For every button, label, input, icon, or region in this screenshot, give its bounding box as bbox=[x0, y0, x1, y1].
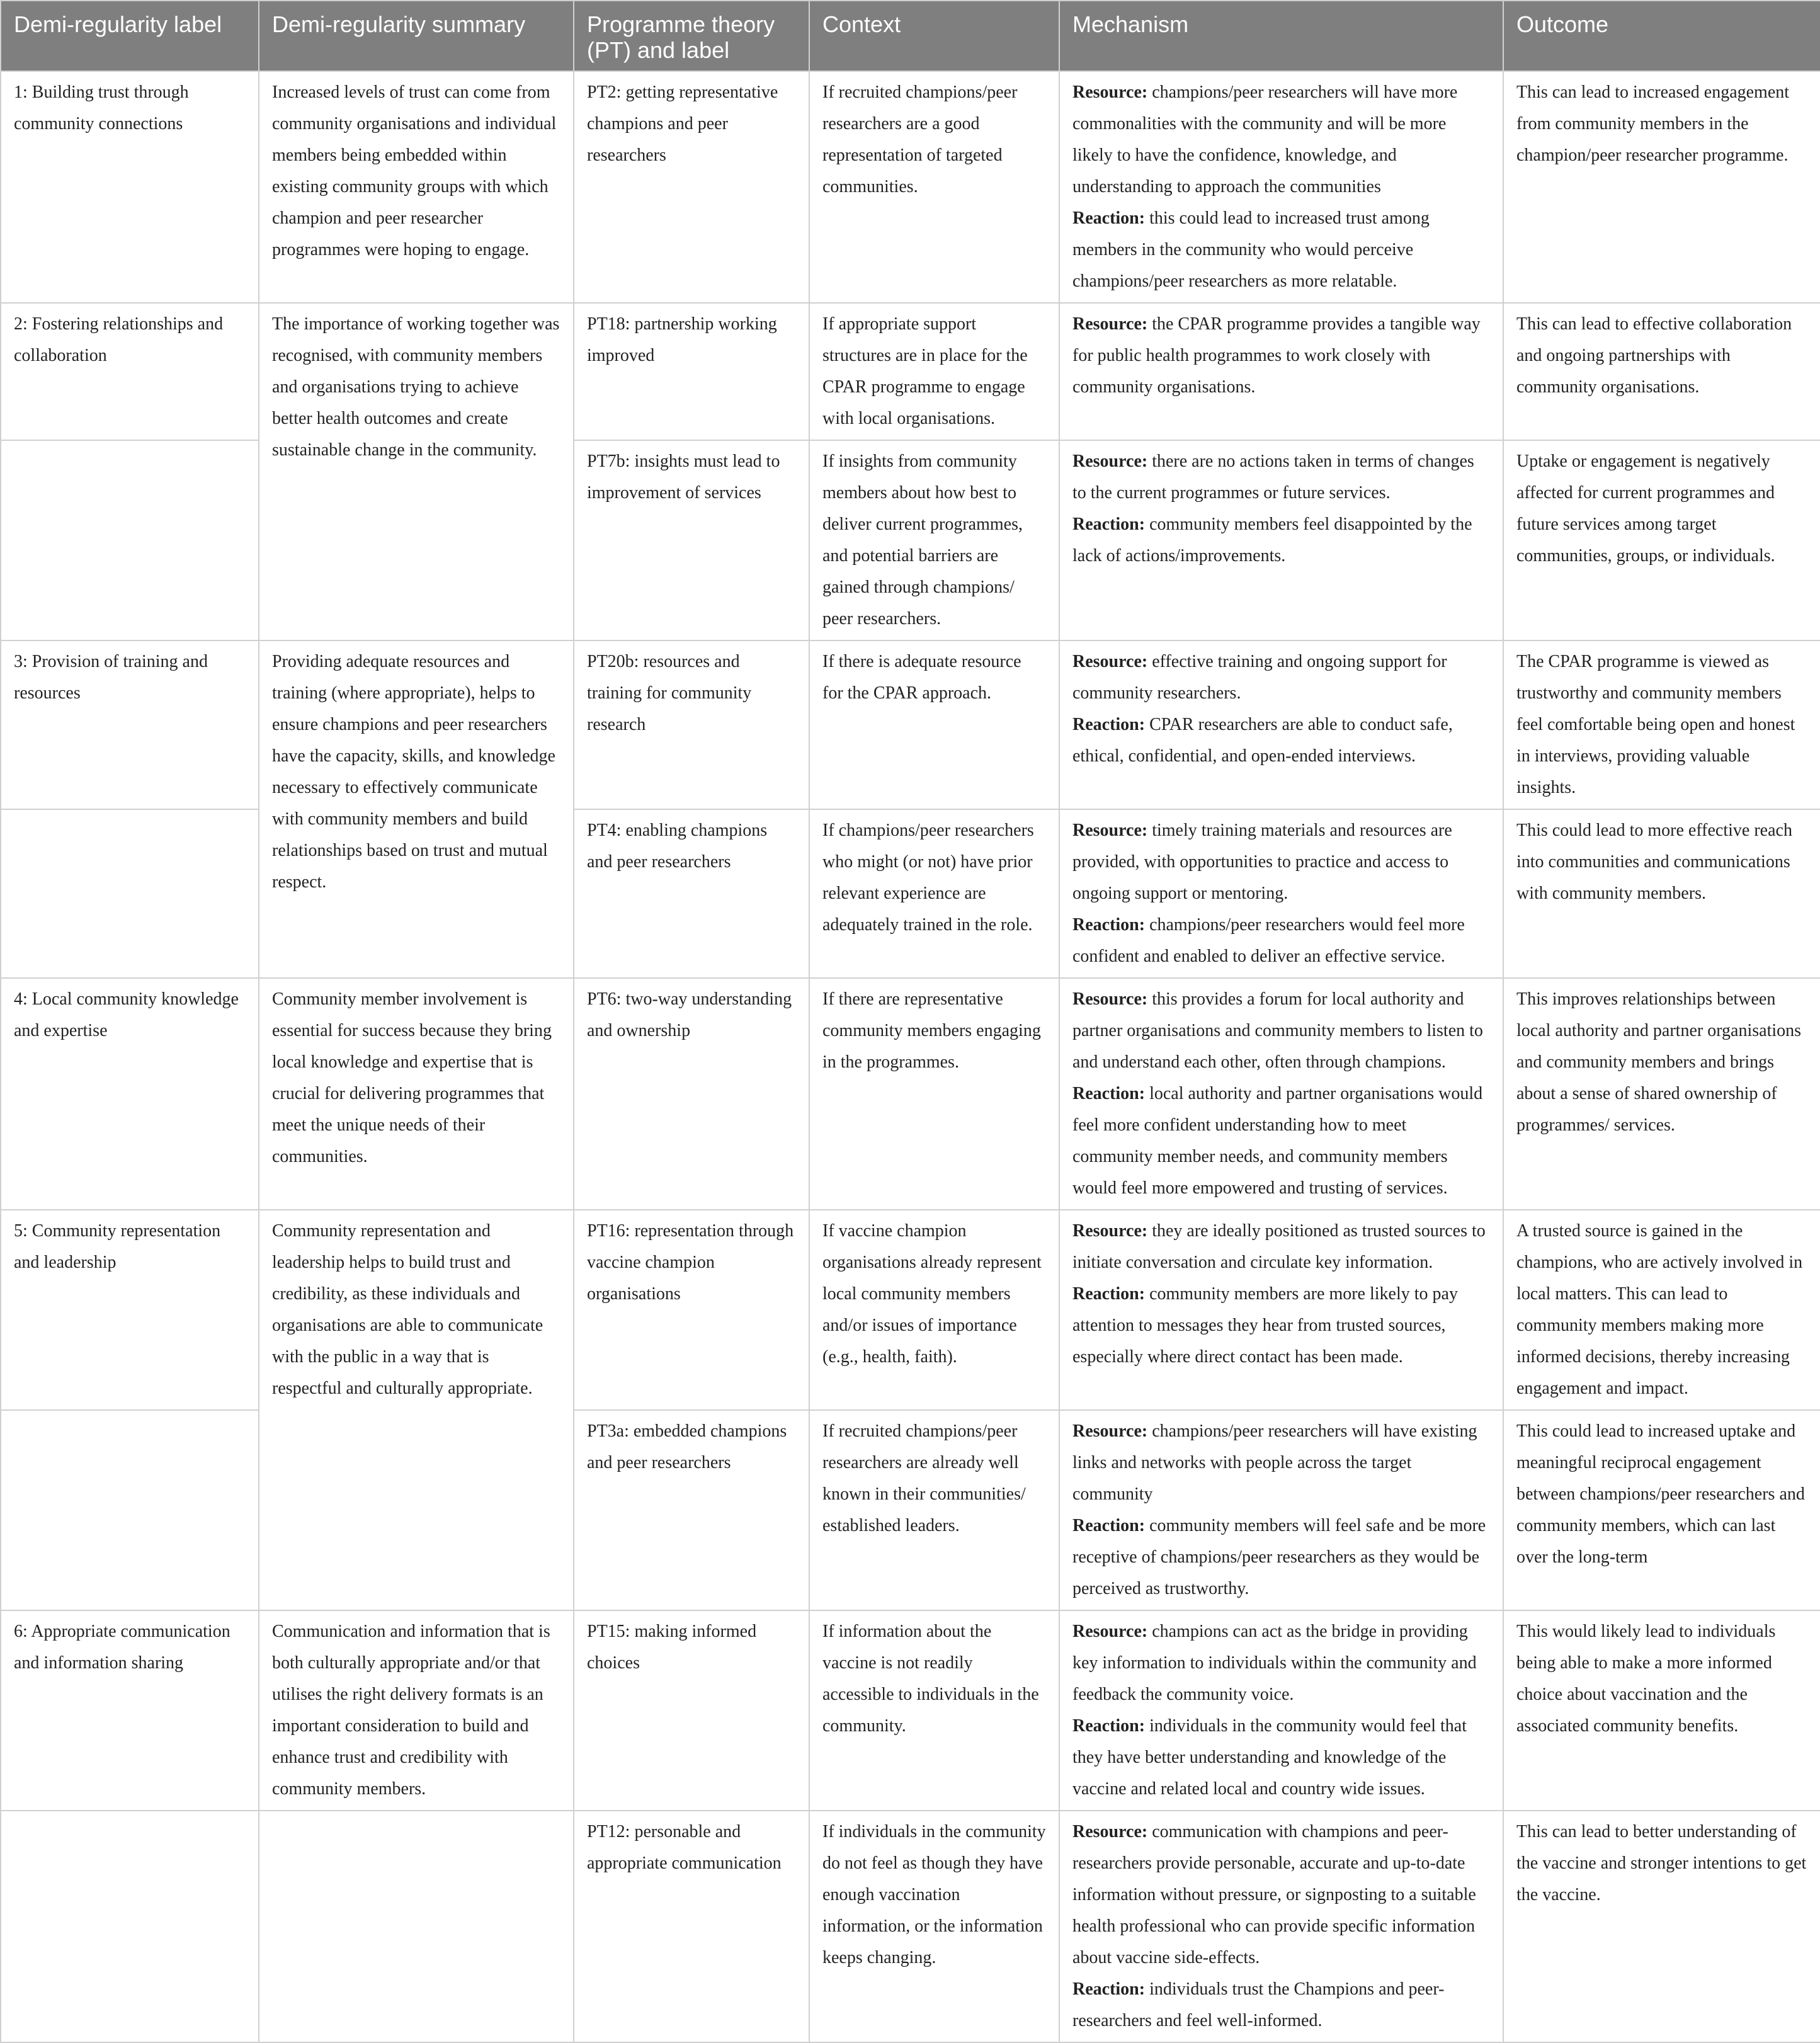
resource-text: there are no actions taken in terms of changes to the current programmes or future services. bbox=[1072, 452, 1474, 503]
demi-regularity-summary-cell: Increased levels of trust can come from community organisations and individual members being embedded within existing community groups with which champion and peer researcher programmes were hoping to engage. bbox=[259, 71, 574, 303]
programme-theory-cell: PT2: getting representative champions and peer researchers bbox=[574, 71, 809, 303]
outcome-cell: This could lead to increased uptake and meaningful reciprocal engagement between champions/peer researchers and community members, which can last over the long-term bbox=[1503, 1410, 1820, 1610]
resource-text: communication with champions and peer-researchers provide personable, accurate and up-to-date information without pressure, or signposting to a suitable health professional who can provide specific information about vaccine side-effects. bbox=[1072, 1822, 1476, 1967]
programme-theory-cell: PT6: two-way understanding and ownership bbox=[574, 978, 809, 1210]
reaction-text: local authority and partner organisations would feel more confident understanding how to meet community member needs, and community members would feel more empowered and trusting of services. bbox=[1072, 1084, 1483, 1198]
mechanism-cell bbox=[1059, 978, 1503, 1210]
table-row bbox=[1, 71, 1820, 303]
reaction-text: community members will feel safe and be more receptive of champions/peer researchers as they would be perceived as trustworthy. bbox=[1072, 1516, 1486, 1598]
table-row bbox=[1, 303, 1820, 440]
programme-theory-cell: PT15: making informed choices bbox=[574, 1610, 809, 1811]
resource-text: champions can act as the bridge in providing key information to individuals within the community and feedback the community voice. bbox=[1072, 1622, 1477, 1704]
reaction-label: Reaction: bbox=[1072, 1284, 1146, 1304]
outcome-cell: This can lead to increased engagement from community members in the champion/peer researcher programme. bbox=[1503, 71, 1820, 303]
resource-label: Resource: bbox=[1072, 452, 1148, 471]
context-cell: If vaccine champion organisations already represent local community members and/or issues of importance (e.g., health, faith). bbox=[809, 1210, 1059, 1410]
demi-regularity-label-cell: 5: Community representation and leadership bbox=[1, 1210, 259, 1410]
table-row bbox=[1, 1811, 1820, 2042]
table-row bbox=[1, 640, 1820, 809]
mechanism-cell bbox=[1059, 1410, 1503, 1610]
outcome-cell: Uptake or engagement is negatively affected for current programmes and future services among target communities, groups, or individuals. bbox=[1503, 440, 1820, 640]
header-demi-regularity-summary: Demi-regularity summary bbox=[259, 1, 574, 71]
context-cell: If recruited champions/peer researchers are a good representation of targeted communities. bbox=[809, 71, 1059, 303]
resource-label: Resource: bbox=[1072, 1822, 1148, 1841]
header-row bbox=[1, 1, 1820, 71]
outcome-cell: This would likely lead to individuals being able to make a more informed choice about vaccination and the associated community benefits. bbox=[1503, 1610, 1820, 1811]
resource-label: Resource: bbox=[1072, 989, 1148, 1009]
demi-regularity-label-cell: 2: Fostering relationships and collaboration bbox=[1, 303, 259, 440]
demi-regularity-label-cell bbox=[1, 809, 259, 978]
table-row bbox=[1, 978, 1820, 1210]
demi-regularity-summary-cell: Providing adequate resources and training (where appropriate), helps to ensure champions and peer researchers have the capacity, skills, and knowledge necessary to effectively communicate with community members and build relationships based on trust and mutual respect. bbox=[259, 640, 574, 978]
context-cell: If recruited champions/peer researchers are already well known in their communities/ established leaders. bbox=[809, 1410, 1059, 1610]
resource-text: champions/peer researchers will have more commonalities with the community and will be more likely to have the confidence, knowledge, and understanding to approach the communities bbox=[1072, 83, 1458, 196]
resource-text: effective training and ongoing support for community researchers. bbox=[1072, 652, 1447, 703]
programme-theory-cell: PT7b: insights must lead to improvement of services bbox=[574, 440, 809, 640]
reaction-text: community members feel disappointed by the lack of actions/improvements. bbox=[1072, 515, 1472, 566]
reaction-text: champions/peer researchers would feel more confident and enabled to deliver an effective service. bbox=[1072, 915, 1465, 966]
demi-regularity-label-cell: 1: Building trust through community connections bbox=[1, 71, 259, 303]
mechanism-cell bbox=[1059, 303, 1503, 440]
reaction-label: Reaction: bbox=[1072, 208, 1146, 228]
demi-regularity-label-cell bbox=[1, 440, 259, 640]
resource-label: Resource: bbox=[1072, 821, 1148, 840]
outcome-cell: This could lead to more effective reach into communities and communications with community members. bbox=[1503, 809, 1820, 978]
reaction-text: community members are more likely to pay attention to messages they hear from trusted sources, especially where direct contact has been made. bbox=[1072, 1284, 1458, 1367]
outcome-cell: This can lead to better understanding of the vaccine and stronger intentions to get the vaccine. bbox=[1503, 1811, 1820, 2042]
context-cell: If champions/peer researchers who might (or not) have prior relevant experience are adequately trained in the role. bbox=[809, 809, 1059, 978]
demi-regularity-label-cell bbox=[1, 1410, 259, 1610]
resource-text: this provides a forum for local authority and partner organisations and community members to listen to and understand each other, often through champions. bbox=[1072, 989, 1483, 1072]
header-programme-theory: Programme theory (PT) and label bbox=[574, 1, 809, 71]
programme-theory-cell: PT16: representation through vaccine champion organisations bbox=[574, 1210, 809, 1410]
programme-theory-cell: PT20b: resources and training for community research bbox=[574, 640, 809, 809]
resource-text: timely training materials and resources are provided, with opportunities to practice and access to ongoing support or mentoring. bbox=[1072, 821, 1452, 903]
reaction-text: this could lead to increased trust among members in the community who would perceive champions/peer researchers as more relatable. bbox=[1072, 208, 1430, 291]
programme-theory-cell: PT18: partnership working improved bbox=[574, 303, 809, 440]
context-cell: If individuals in the community do not feel as though they have enough vaccination information, or the information keeps changing. bbox=[809, 1811, 1059, 2042]
mechanism-cell bbox=[1059, 71, 1503, 303]
reaction-label: Reaction: bbox=[1072, 1979, 1146, 1999]
resource-text: they are ideally positioned as trusted sources to initiate conversation and circulate key information. bbox=[1072, 1221, 1486, 1272]
resource-label: Resource: bbox=[1072, 1221, 1148, 1241]
reaction-label: Reaction: bbox=[1072, 715, 1146, 734]
demi-regularity-summary-cell bbox=[259, 1811, 574, 2042]
demi-regularity-summary-cell: Community member involvement is essential for success because they bring local knowledge and expertise that is crucial for delivering programmes that meet the unique needs of their communities. bbox=[259, 978, 574, 1210]
table-row bbox=[1, 1210, 1820, 1410]
mechanism-cell bbox=[1059, 809, 1503, 978]
outcome-cell: The CPAR programme is viewed as trustworthy and community members feel comfortable being open and honest in interviews, providing valuable insights. bbox=[1503, 640, 1820, 809]
mechanism-cell bbox=[1059, 1610, 1503, 1811]
resource-label: Resource: bbox=[1072, 1622, 1148, 1641]
resource-label: Resource: bbox=[1072, 1421, 1148, 1441]
resource-text: the CPAR programme provides a tangible way for public health programmes to work closely with community organisations. bbox=[1072, 314, 1481, 397]
context-cell: If appropriate support structures are in place for the CPAR programme to engage with local organisations. bbox=[809, 303, 1059, 440]
programme-theory-cell: PT12: personable and appropriate communication bbox=[574, 1811, 809, 2042]
reaction-text: CPAR researchers are able to conduct safe, ethical, confidential, and open-ended interviews. bbox=[1072, 715, 1453, 766]
reaction-label: Reaction: bbox=[1072, 1516, 1146, 1535]
demi-regularity-label-cell: 6: Appropriate communication and information sharing bbox=[1, 1610, 259, 1811]
reaction-label: Reaction: bbox=[1072, 1084, 1146, 1103]
reaction-label: Reaction: bbox=[1072, 1716, 1146, 1736]
outcome-cell: A trusted source is gained in the champions, who are actively involved in local matters. This can lead to community members making more informed decisions, thereby increasing engagement and impact. bbox=[1503, 1210, 1820, 1410]
demi-regularity-summary-cell: The importance of working together was recognised, with community members and organisations trying to achieve better health outcomes and create sustainable change in the community. bbox=[259, 303, 574, 640]
context-cell: If information about the vaccine is not readily accessible to individuals in the community. bbox=[809, 1610, 1059, 1811]
header-demi-regularity-label: Demi-regularity label bbox=[1, 1, 259, 71]
demi-regularity-label-cell: 4: Local community knowledge and expertise bbox=[1, 978, 259, 1210]
reaction-text: individuals trust the Champions and peer-researchers and feel well-informed. bbox=[1072, 1979, 1445, 2030]
resource-text: champions/peer researchers will have existing links and networks with people across the target community bbox=[1072, 1421, 1477, 1504]
mechanism-cell bbox=[1059, 640, 1503, 809]
resource-label: Resource: bbox=[1072, 652, 1148, 671]
reaction-label: Reaction: bbox=[1072, 515, 1146, 534]
context-cell: If there is adequate resource for the CPAR approach. bbox=[809, 640, 1059, 809]
resource-label: Resource: bbox=[1072, 314, 1148, 334]
mechanism-cell bbox=[1059, 1811, 1503, 2042]
demi-regularity-summary-cell: Communication and information that is both culturally appropriate and/or that utilises the right delivery formats is an important consideration to build and enhance trust and credibility with community members. bbox=[259, 1610, 574, 1811]
table-row bbox=[1, 1610, 1820, 1811]
programme-theory-cell: PT4: enabling champions and peer researchers bbox=[574, 809, 809, 978]
context-cell: If there are representative community members engaging in the programmes. bbox=[809, 978, 1059, 1210]
resource-label: Resource: bbox=[1072, 83, 1148, 102]
header-context: Context bbox=[809, 1, 1059, 71]
header-mechanism: Mechanism bbox=[1059, 1, 1503, 71]
outcome-cell: This can lead to effective collaboration and ongoing partnerships with community organisations. bbox=[1503, 303, 1820, 440]
demi-regularity-label-cell: 3: Provision of training and resources bbox=[1, 640, 259, 809]
header-outcome: Outcome bbox=[1503, 1, 1820, 71]
mechanism-cell bbox=[1059, 1210, 1503, 1410]
mechanism-cell bbox=[1059, 440, 1503, 640]
context-cell: If insights from community members about how best to deliver current programmes, and potential barriers are gained through champions/ peer researchers. bbox=[809, 440, 1059, 640]
reaction-text: individuals in the community would feel that they have better understanding and knowledge of the vaccine and related local and country wide issues. bbox=[1072, 1716, 1467, 1799]
outcome-cell: This improves relationships between local authority and partner organisations and community members and brings about a sense of shared ownership of programmes/ services. bbox=[1503, 978, 1820, 1210]
demi-regularity-label-cell bbox=[1, 1811, 259, 2042]
programme-theory-cell: PT3a: embedded champions and peer researchers bbox=[574, 1410, 809, 1610]
reaction-label: Reaction: bbox=[1072, 915, 1146, 935]
demi-regularity-summary-cell: Community representation and leadership helps to build trust and credibility, as these individuals and organisations are able to communicate with the public in a way that is respectful and culturally appropriate. bbox=[259, 1210, 574, 1610]
